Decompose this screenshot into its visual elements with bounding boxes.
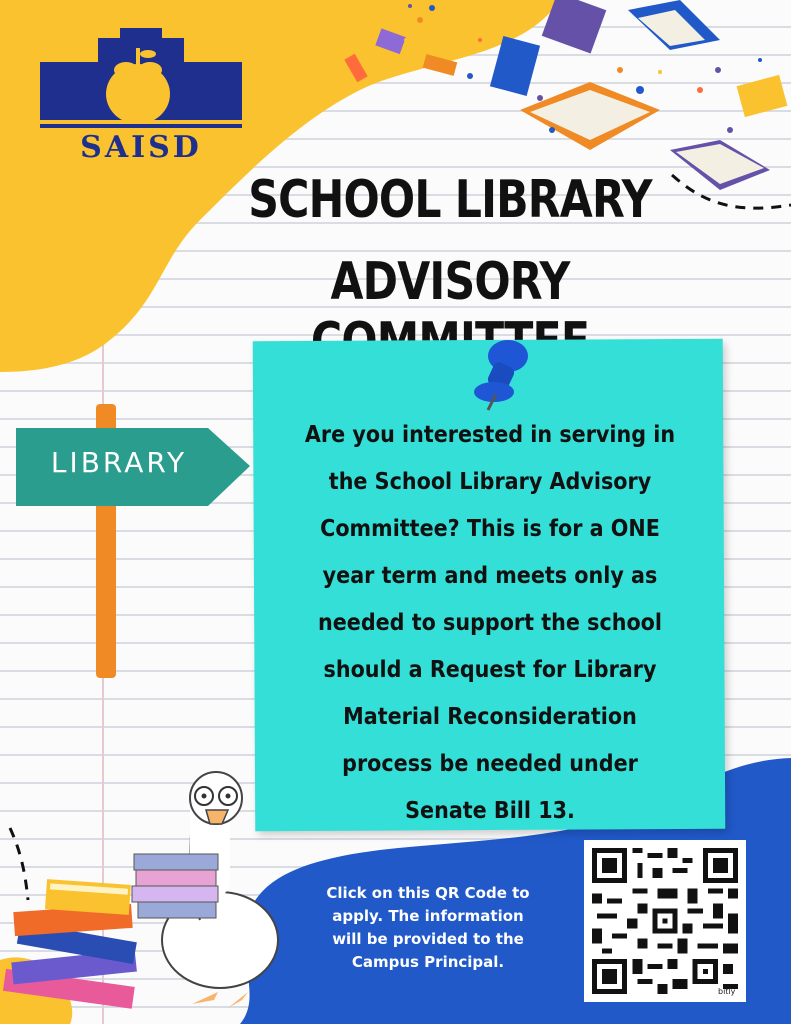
library-sign-label: LIBRARY — [50, 446, 188, 479]
qr-code-icon — [592, 848, 738, 994]
book-stack-icon — [0, 878, 150, 1014]
apply-line: Click on this QR Code to — [326, 884, 530, 902]
push-pin-icon — [466, 336, 536, 416]
note-line: process be needed under — [342, 751, 638, 777]
apply-line: will be provided to the — [332, 930, 524, 948]
note-line: Are you interested in serving in — [304, 422, 676, 448]
page-title-line-1: SCHOOL LIBRARY — [248, 170, 652, 230]
note-line: Material Reconsideration — [343, 704, 637, 730]
note-body — [292, 412, 688, 835]
note-line: year term and meets only as — [322, 563, 658, 589]
qr-brand-tag: bitly — [718, 987, 736, 996]
page-title-line-2: ADVISORY — [330, 252, 570, 312]
logo-text: SAISD — [80, 130, 202, 165]
note-line: Senate Bill 13. — [405, 798, 575, 824]
note-line: the School Library Advisory — [328, 469, 652, 495]
apply-line: Campus Principal. — [351, 953, 505, 971]
note-line: needed to support the school — [318, 610, 662, 636]
note-line: should a Request for Library — [323, 657, 657, 683]
apply-instructions — [302, 882, 554, 974]
apply-line: apply. The information — [332, 907, 524, 925]
goose-icon — [130, 770, 280, 1010]
qr-code-link[interactable] — [584, 840, 746, 1002]
note-line: Committee? This is for a ONE — [320, 516, 660, 542]
